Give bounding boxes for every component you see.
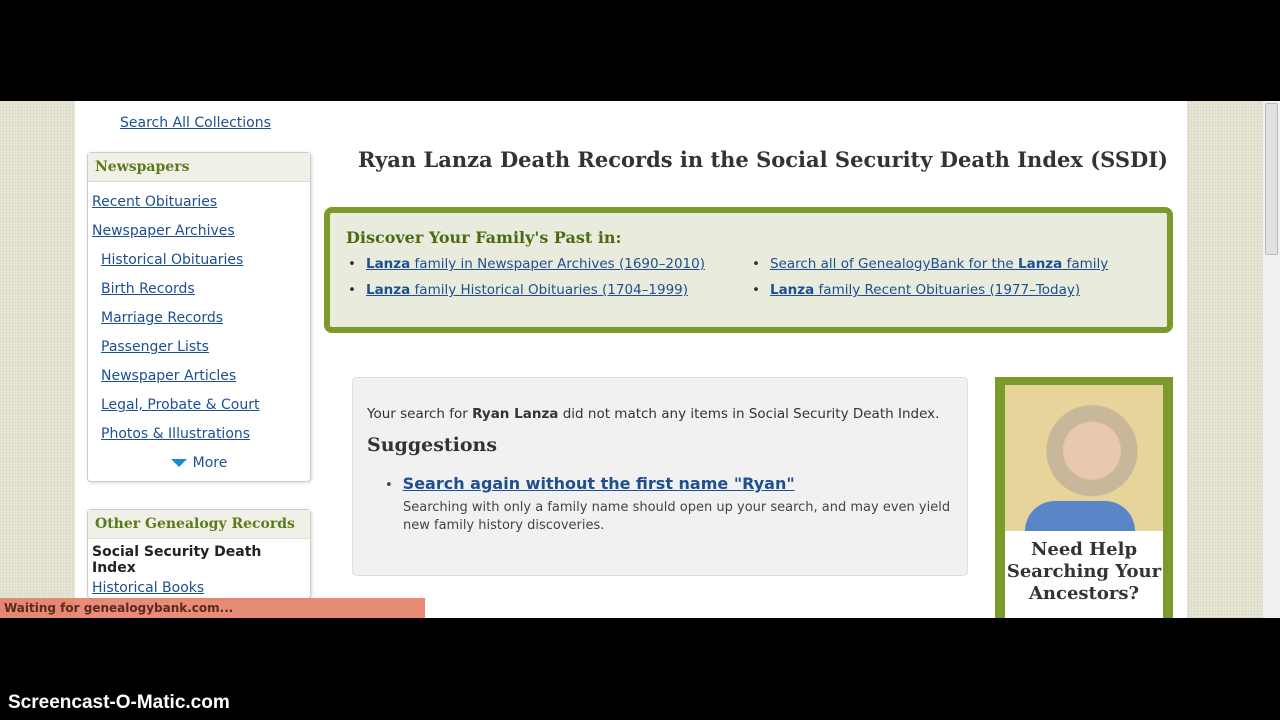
watermark: Screencast-O-Matic.com: [8, 692, 230, 713]
sidebar-item-historical-books[interactable]: Historical Books: [92, 580, 205, 596]
page-title: Ryan Lanza Death Records in the Social Security Death Index (SSDI): [358, 147, 1168, 172]
sidebar-item-passenger-lists[interactable]: Passenger Lists: [101, 339, 209, 355]
sidebar-item-photos[interactable]: Photos & Illustrations: [101, 426, 251, 442]
help-banner-text: Need Help Searching Your Ancestors?: [1005, 531, 1163, 618]
recent-obituaries-link[interactable]: Lanza family Recent Obituaries (1977–Today): [769, 282, 1081, 298]
historical-obituaries-link[interactable]: Lanza family Historical Obituaries (1704–1999): [365, 282, 689, 298]
newspapers-box: [87, 152, 311, 482]
browser-viewport: [0, 101, 1280, 618]
sidebar-item-ssdi[interactable]: Social Security Death Index: [92, 544, 262, 576]
sidebar-item-marriage-records[interactable]: Marriage Records: [101, 310, 224, 326]
status-bar: Waiting for genealogybank.com...: [0, 598, 425, 618]
discover-box: [324, 207, 1173, 333]
sidebar-item-historical-obituaries[interactable]: Historical Obituaries: [101, 252, 244, 268]
more-button[interactable]: [88, 449, 310, 481]
search-all-collections-link[interactable]: Search All Collections: [120, 115, 271, 131]
support-agent-photo: [1005, 385, 1163, 531]
scrollbar-thumb[interactable]: [1265, 103, 1278, 255]
newspaper-archives-link[interactable]: Lanza family in Newspaper Archives (1690–2010): [365, 256, 705, 272]
no-match-message: Your search for Ryan Lanza did not match any items in Social Security Death Index.: [367, 406, 940, 422]
more-label: More: [192, 455, 228, 471]
search-all-genealogybank-link[interactable]: Search all of GenealogyBank for the Lanza family: [769, 256, 1109, 272]
sidebar-item-recent-obituaries[interactable]: Recent Obituaries: [92, 194, 218, 210]
search-result-box: [352, 377, 968, 576]
suggestion-description: Searching with only a family name should open up your search, and may even yield new family history discoveries.: [403, 500, 951, 533]
sidebar-item-newspaper-archives[interactable]: Newspaper Archives: [92, 223, 235, 239]
suggestions-heading: Suggestions: [367, 434, 498, 456]
vertical-scrollbar[interactable]: [1262, 101, 1280, 618]
search-without-first-name-link[interactable]: Search again without the first name "Ryan": [402, 474, 795, 493]
sidebar-item-newspaper-articles[interactable]: Newspaper Articles: [101, 368, 237, 384]
sidebar-item-birth-records[interactable]: Birth Records: [101, 281, 195, 297]
other-records-heading: Other Genealogy Records: [88, 510, 310, 539]
page-content: [75, 101, 1187, 618]
discover-heading: Discover Your Family's Past in:: [346, 228, 622, 247]
newspapers-heading: Newspapers: [88, 153, 310, 182]
other-records-box: [87, 509, 311, 599]
sidebar-item-legal-probate[interactable]: Legal, Probate & Court: [101, 397, 260, 413]
help-banner[interactable]: [995, 377, 1173, 618]
triangle-down-icon: [171, 459, 187, 467]
